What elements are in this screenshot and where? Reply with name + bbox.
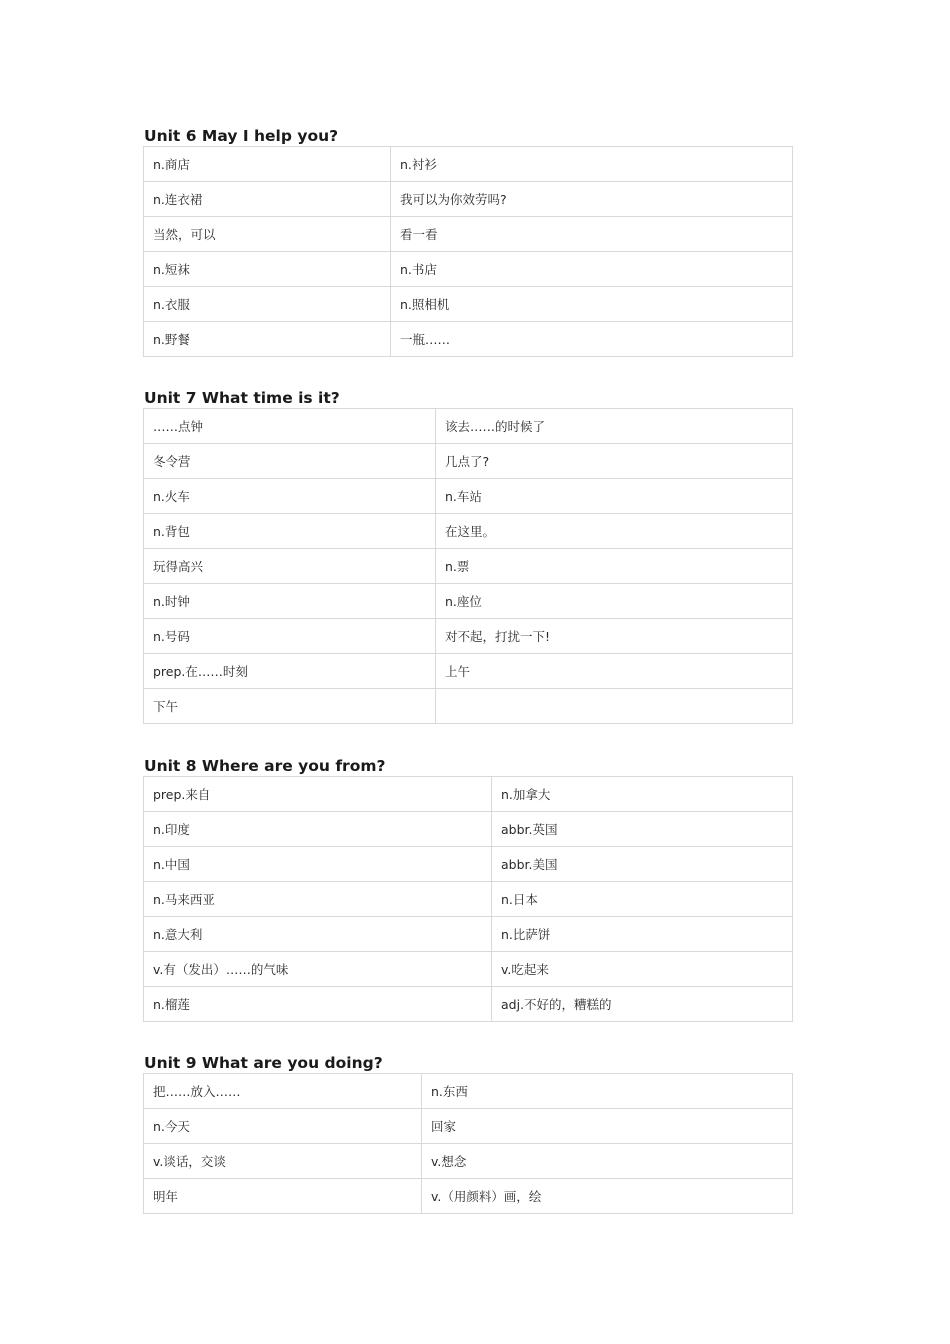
vocab-cell: n.火车 <box>144 479 436 514</box>
table-row <box>144 182 793 217</box>
vocab-cell: n.连衣裙 <box>144 182 391 217</box>
table-row <box>144 584 793 619</box>
vocab-cell: 我可以为你效劳吗? <box>391 182 793 217</box>
table-row <box>144 847 793 882</box>
table-row <box>144 252 793 287</box>
vocab-cell: 玩得高兴 <box>144 549 436 584</box>
vocab-cell: prep.在……时刻 <box>144 654 436 689</box>
vocab-cell <box>436 689 793 724</box>
vocab-cell: v.有（发出）……的气味 <box>144 952 492 987</box>
vocab-cell: n.车站 <box>436 479 793 514</box>
unit-9-vocab-table <box>143 1073 793 1214</box>
vocab-cell: 把……放入…… <box>144 1074 422 1109</box>
table-row <box>144 1109 793 1144</box>
vocab-cell: n.今天 <box>144 1109 422 1144</box>
vocab-cell: n.日本 <box>492 882 793 917</box>
vocab-cell: prep.来自 <box>144 777 492 812</box>
unit-9-section <box>143 1053 793 1214</box>
vocab-cell: 冬令营 <box>144 444 436 479</box>
table-row <box>144 619 793 654</box>
vocab-cell: abbr.英国 <box>492 812 793 847</box>
vocab-cell: 在这里。 <box>436 514 793 549</box>
table-row <box>144 147 793 182</box>
table-row <box>144 777 793 812</box>
unit-7-vocab-table <box>143 408 793 724</box>
table-row <box>144 322 793 357</box>
table-row <box>144 812 793 847</box>
vocab-cell: n.加拿大 <box>492 777 793 812</box>
vocab-cell: 看一看 <box>391 217 793 252</box>
vocab-cell: n.衣服 <box>144 287 391 322</box>
vocab-cell: n.意大利 <box>144 917 492 952</box>
table-row <box>144 882 793 917</box>
table-row <box>144 1074 793 1109</box>
unit-8-section <box>143 756 793 1022</box>
vocab-cell: 一瓶…… <box>391 322 793 357</box>
unit-8-vocab-table <box>143 776 793 1022</box>
unit-6-title: Unit 6 May I help you? <box>144 127 339 145</box>
table-row <box>144 1179 793 1214</box>
vocab-cell: n.中国 <box>144 847 492 882</box>
vocab-cell: n.短袜 <box>144 252 391 287</box>
vocab-cell: 上午 <box>436 654 793 689</box>
vocab-cell: n.票 <box>436 549 793 584</box>
table-row <box>144 287 793 322</box>
vocab-cell: 回家 <box>422 1109 793 1144</box>
vocab-cell: ……点钟 <box>144 409 436 444</box>
vocab-cell: 明年 <box>144 1179 422 1214</box>
unit-6-section <box>143 126 793 357</box>
vocab-cell: n.座位 <box>436 584 793 619</box>
vocab-cell: n.马来西亚 <box>144 882 492 917</box>
table-row <box>144 514 793 549</box>
vocab-cell: 当然，可以 <box>144 217 391 252</box>
vocab-cell: n.东西 <box>422 1074 793 1109</box>
table-row <box>144 217 793 252</box>
unit-8-title: Unit 8 Where are you from? <box>144 757 386 775</box>
table-row <box>144 409 793 444</box>
vocab-cell: n.比萨饼 <box>492 917 793 952</box>
vocab-cell: n.背包 <box>144 514 436 549</box>
vocab-cell: v.谈话，交谈 <box>144 1144 422 1179</box>
vocab-cell: n.号码 <box>144 619 436 654</box>
vocab-cell: n.时钟 <box>144 584 436 619</box>
unit-7-title: Unit 7 What time is it? <box>144 389 340 407</box>
table-row <box>144 952 793 987</box>
vocab-cell: 该去……的时候了 <box>436 409 793 444</box>
table-row <box>144 549 793 584</box>
vocab-cell: adj.不好的，糟糕的 <box>492 987 793 1022</box>
vocab-cell: v.想念 <box>422 1144 793 1179</box>
vocab-cell: n.商店 <box>144 147 391 182</box>
vocab-cell: abbr.美国 <box>492 847 793 882</box>
vocab-cell: n.榴莲 <box>144 987 492 1022</box>
vocab-cell: 对不起，打扰一下! <box>436 619 793 654</box>
unit-6-vocab-table <box>143 146 793 357</box>
table-row <box>144 654 793 689</box>
vocab-cell: n.野餐 <box>144 322 391 357</box>
vocab-cell: n.照相机 <box>391 287 793 322</box>
vocab-cell: v.吃起来 <box>492 952 793 987</box>
vocab-cell: v.（用颜料）画，绘 <box>422 1179 793 1214</box>
unit-7-section <box>143 388 793 724</box>
unit-9-title: Unit 9 What are you doing? <box>144 1054 383 1072</box>
table-row <box>144 917 793 952</box>
vocab-cell: n.书店 <box>391 252 793 287</box>
table-row <box>144 987 793 1022</box>
vocab-cell: 下午 <box>144 689 436 724</box>
vocab-cell: n.印度 <box>144 812 492 847</box>
table-row <box>144 444 793 479</box>
vocab-cell: n.衬衫 <box>391 147 793 182</box>
table-row <box>144 1144 793 1179</box>
vocab-cell: 几点了? <box>436 444 793 479</box>
table-row <box>144 479 793 514</box>
table-row <box>144 689 793 724</box>
